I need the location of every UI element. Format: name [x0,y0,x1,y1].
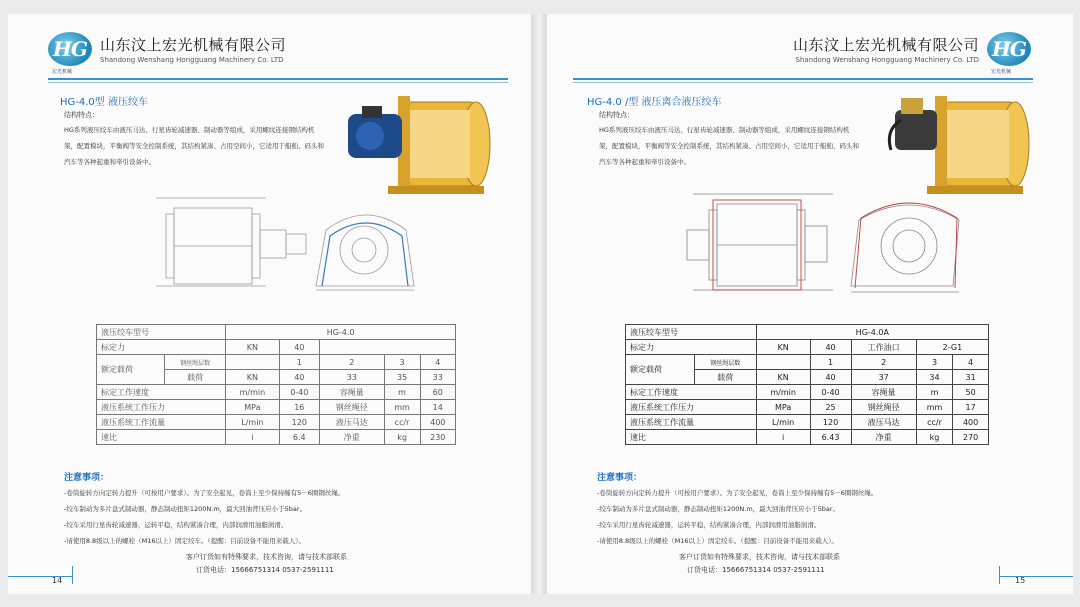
spec-cell: m [384,385,420,400]
spec-cell: 50 [953,385,989,400]
spec-cell: 液压系统工作流量 [626,415,757,430]
spec-row [626,385,989,400]
company-name-cn: 山东汶上宏光机械有限公司 [792,36,979,54]
spec-cell: 400 [420,415,455,430]
notes-title: 注意事项： [64,473,110,483]
contact-line: 客户订货如有特殊要求，技术咨询，请与技术部联系 [679,553,840,561]
footer-rule [8,576,72,577]
spec-cell: 270 [953,430,989,445]
spec-cell: 速比 [626,430,757,445]
spec-cell: 液压绞车型号 [626,325,757,340]
spec-cell: 液压系统工作流量 [97,415,226,430]
feature-label: 结构特点： [599,111,634,119]
spec-cell: MPa [756,400,810,415]
spec-cell: KN [226,370,279,385]
logo-subtitle: 宏光机械 [52,69,73,75]
page-gutter [531,14,547,594]
spec-cell: 40 [810,370,851,385]
spec-cell: i [226,430,279,445]
spec-row [626,430,989,445]
spec-cell: 2-G1 [916,340,988,355]
spec-cell: MPa [226,400,279,415]
spec-cell [226,355,279,370]
spec-cell: cc/r [916,415,952,430]
spec-cell: m/min [226,385,279,400]
footer-rule-vertical [72,566,73,584]
header-rule [48,78,508,80]
winch-photo [887,90,1047,198]
spec-cell: 230 [420,430,455,445]
note-item: -卷筒旋转方向定转力提升（可按用户要求）。为了安全起见，卷筒上至少保持缠有5－6圈钢丝绳。 [64,489,345,497]
spec-cell: 17 [953,400,989,415]
note-item: -卷筒旋转方向定转力提升（可按用户要求）。为了安全起见，卷筒上至少保持缠有5－6圈钢丝绳。 [597,489,878,497]
page-number: 14 [52,576,63,585]
spec-cell: mm [916,400,952,415]
spec-cell: 额定载荷 [97,355,165,385]
spec-cell: 液压系统工作压力 [97,400,226,415]
note-item: -绞车制动为多片盘式制动器，静态制动扭矩1200N.m，最大回油背压应小于5bar。 [597,505,840,513]
spec-cell: 标定力 [626,340,757,355]
spec-cell: 钢丝绳径 [320,400,385,415]
spec-row [626,355,989,370]
spec-cell: 标定力 [97,340,226,355]
spec-cell: 容绳量 [851,385,916,400]
spec-cell: 载荷 [165,370,226,385]
spec-row [97,385,456,400]
spec-cell: 40 [279,340,319,355]
right-page [547,14,1073,594]
technical-drawing [96,190,416,312]
spec-row [97,355,456,370]
spec-cell: 净重 [320,430,385,445]
spec-cell [756,355,810,370]
spec-cell: 容绳量 [320,385,385,400]
spec-row [626,400,989,415]
company-logo [987,32,1031,76]
spec-cell: 60 [420,385,455,400]
spec-row [97,325,456,340]
feature-label: 结构特点： [64,111,99,119]
spec-cell: HG-4.0A [756,325,988,340]
spec-cell: 液压马达 [851,415,916,430]
note-item: -绞车制动为多片盘式制动器，静态制动扭矩1200N.m，最大回油背压应小于5bar。 [64,505,307,513]
contact-line: 客户订货如有特殊要求，技术咨询，请与技术部联系 [186,553,347,561]
product-description: HG系列液压绞车由液压马达、行星齿轮减速器、制动器等组成，采用螺纹连接钢结构机架，配置模块，平衡阀等安全控制系统，其结构紧凑、占用空间小，它适用于船舶、码头和汽车等各种起重和牵引设备中。 [64,126,324,166]
contact-phone: 订货电话：15666751314 0537-2591111 [687,566,825,574]
logo-mark: HG [53,37,87,61]
spec-cell: 1 [810,355,851,370]
company-name-en: Shandong Wenshang Hongguang Machinery Co. LTD [100,56,284,64]
header-rule-thin [48,82,508,83]
spec-cell: L/min [756,415,810,430]
spec-row [626,325,989,340]
spec-cell: 液压系统工作压力 [626,400,757,415]
spec-row [97,340,456,355]
left-page [8,14,531,594]
spec-row [97,400,456,415]
spec-cell: 40 [810,340,851,355]
spec-cell: 钢丝绳层数 [165,355,226,370]
spec-cell: HG-4.0 [226,325,456,340]
note-item: -绞车采用行星齿轮减速器，运转平稳，结构紧凑合理，内部润滑用油脂润滑。 [64,521,288,529]
spec-cell: 120 [810,415,851,430]
spec-cell: 标定工作速度 [626,385,757,400]
company-name-en: Shandong Wenshang Hongguang Machinery Co. LTD [795,56,979,64]
spec-cell [320,340,456,355]
note-item: -绞车采用行星齿轮减速器，运转平稳，结构紧凑合理，内部润滑用油脂润滑。 [597,521,821,529]
spec-cell: kg [916,430,952,445]
notes-title: 注意事项： [597,473,643,483]
spec-cell: 净重 [851,430,916,445]
spec-cell: 6.43 [810,430,851,445]
note-item: -请使用8.8级以上的螺栓（M16以上）固定绞车。（提醒：目前设备不能用来载人）。 [64,537,306,545]
spec-cell: 3 [916,355,952,370]
spec-cell: 速比 [97,430,226,445]
spec-table [625,324,989,445]
spec-cell: mm [384,400,420,415]
spec-cell: 液压绞车型号 [97,325,226,340]
spec-cell: 2 [851,355,916,370]
company-header [100,34,286,64]
spec-row [626,340,989,355]
spec-cell: m [916,385,952,400]
spec-cell: 33 [320,370,385,385]
spec-cell: 120 [279,415,319,430]
header-rule [573,78,1033,80]
spec-cell: i [756,430,810,445]
logo-mark: HG [992,37,1026,61]
spec-cell: 6.4 [279,430,319,445]
spec-cell: 载荷 [694,370,756,385]
spec-table [96,324,456,445]
model-title: HG-4.0型 液压绞车 [60,97,148,108]
spec-cell: 34 [916,370,952,385]
spec-cell: KN [756,370,810,385]
company-header [779,34,979,64]
footer-rule [999,576,1073,577]
spec-cell: 35 [384,370,420,385]
spec-cell: 31 [953,370,989,385]
spec-cell: L/min [226,415,279,430]
technical-drawing [633,190,963,316]
spec-cell: 额定载荷 [626,355,695,385]
spec-cell: KN [756,340,810,355]
model-title: HG-4.0 /型 液压离合液压绞车 [587,97,722,108]
spec-row [97,415,456,430]
spec-cell: cc/r [384,415,420,430]
spec-row [626,415,989,430]
spec-cell: 钢丝绳径 [851,400,916,415]
spec-cell: kg [384,430,420,445]
spec-cell: 25 [810,400,851,415]
spec-cell: 4 [420,355,455,370]
spec-cell: 工作油口 [851,340,916,355]
spec-row [97,430,456,445]
spec-cell: 3 [384,355,420,370]
spec-cell: 16 [279,400,319,415]
spec-cell: 液压马达 [320,415,385,430]
note-item: -请使用8.8级以上的螺栓（M16以上）固定绞车。（提醒：目前设备不能用来载人）。 [597,537,839,545]
spec-cell: 14 [420,400,455,415]
footer-rule-vertical [999,566,1000,584]
spec-cell: 33 [420,370,455,385]
spec-cell: 1 [279,355,319,370]
spec-cell: KN [226,340,279,355]
contact-phone: 订货电话：15666751314 0537-2591111 [196,566,334,574]
spec-cell: 4 [953,355,989,370]
winch-photo [348,90,508,198]
spec-cell: 400 [953,415,989,430]
spec-cell: m/min [756,385,810,400]
company-name-cn: 山东汶上宏光机械有限公司 [100,36,287,54]
header-rule-thin [573,82,1033,83]
logo-subtitle: 宏光机械 [991,69,1012,75]
spec-cell: 40 [279,370,319,385]
spec-cell: 0-40 [279,385,319,400]
spec-cell: 0-40 [810,385,851,400]
page-number: 15 [1015,576,1026,585]
company-logo [48,32,92,76]
spec-cell: 37 [851,370,916,385]
product-description: HG系列液压绞车由液压马达、行星齿轮减速器、制动器等组成，采用螺纹连接钢结构机架，配置模块，平衡阀等安全控制系统，其结构紧凑、占用空间小，它适用于船舶、码头和汽车等各种起重和牵引设备中。 [599,126,859,166]
spec-cell: 钢丝绳层数 [694,355,756,370]
spec-cell: 标定工作速度 [97,385,226,400]
spec-cell: 2 [320,355,385,370]
